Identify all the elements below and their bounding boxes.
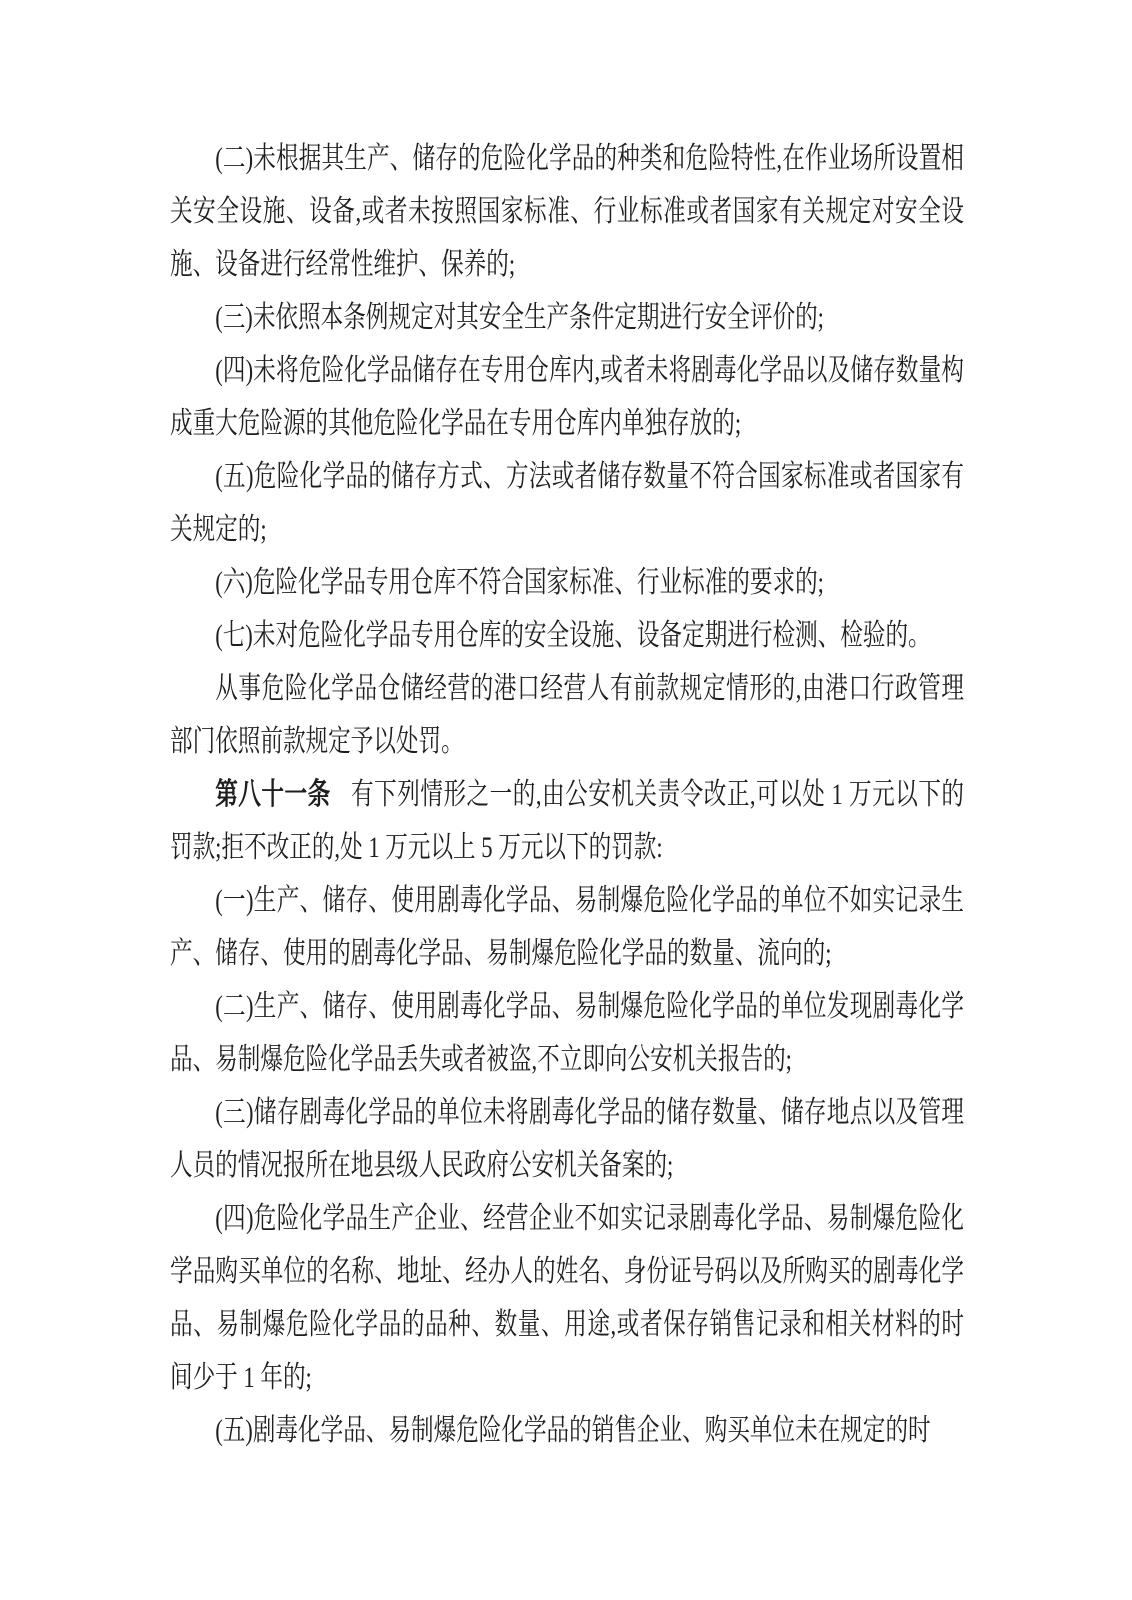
paragraph-clause-6: (六)危险化学品专用仓库不符合国家标准、行业标准的要求的; — [215, 565, 824, 599]
paragraph-a81-clause-3: (三)储存剧毒化学品的单位未将剧毒化学品的储存数量、储存地点以及管理人员的情况报所在地县级人民政府公安机关备案的; — [170, 1095, 964, 1182]
document-body — [170, 132, 964, 1457]
paragraph-a81-clause-2: (二)生产、储存、使用剧毒化学品、易制爆危险化学品的单位发现剧毒化学品、易制爆危险化学品丢失或者被盗,不立即向公安机关报告的; — [170, 989, 964, 1076]
paragraph-a81-clause-5: (五)剧毒化学品、易制爆危险化学品的销售企业、购买单位未在规定的时 — [215, 1413, 931, 1447]
paragraph-a81-clause-4: (四)危险化学品生产企业、经营企业不如实记录剧毒化学品、易制爆危险化学品购买单位的名称、地址、经办人的姓名、身份证号码以及所购买的剧毒化学品、易制爆危险化学品的品种、数量、用途,或者保存销售记录和相关材料的时间少于 1 年的; — [170, 1201, 964, 1394]
paragraph-clause-3: (三)未依照本条例规定对其安全生产条件定期进行安全评价的; — [215, 300, 824, 334]
article-81-number: 第八十一条 — [215, 777, 331, 811]
paragraph-article-81 — [170, 768, 964, 874]
paragraph-clause-7: (七)未对危险化学品专用仓库的安全设施、设备定期进行检测、检验的。 — [215, 618, 931, 652]
paragraph-clause-2: (二)未根据其生产、储存的危险化学品的种类和危险特性,在作业场所设置相关安全设施、设备,或者未按照国家标准、行业标准或者国家有关规定对安全设施、设备进行经常性维护、保养的; — [170, 141, 964, 281]
paragraph-clause-4: (四)未将危险化学品储存在专用仓库内,或者未将剧毒化学品以及储存数量构成重大危险源的其他危险化学品在专用仓库内单独存放的; — [170, 353, 964, 440]
paragraph-a81-clause-1: (一)生产、储存、使用剧毒化学品、易制爆危险化学品的单位不如实记录生产、储存、使用的剧毒化学品、易制爆危险化学品的数量、流向的; — [170, 883, 964, 970]
paragraph-clause-5: (五)危险化学品的储存方式、方法或者储存数量不符合国家标准或者国家有关规定的; — [170, 459, 964, 546]
paragraph-port-operator: 从事危险化学品仓储经营的港口经营人有前款规定情形的,由港口行政管理部门依照前款规定予以处罚。 — [170, 671, 964, 758]
article-81-text: 有下列情形之一的,由公安机关责令改正,可以处 1 万元以下的罚款;拒不改正的,处 1 万元以上 5 万元以下的罚款: — [170, 777, 965, 864]
